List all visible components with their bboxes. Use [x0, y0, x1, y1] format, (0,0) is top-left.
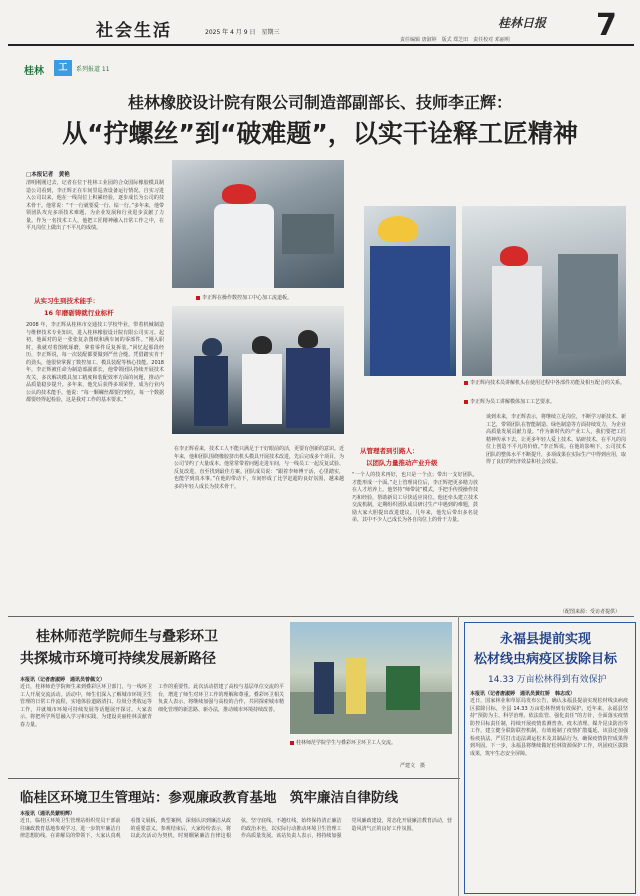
story2-byline: 本报讯（记者唐淑婷 通讯员曾佩文）: [20, 677, 106, 683]
series-badge: 工: [54, 60, 72, 76]
story3-title-line2: 松材线虫病疫区拔除目标: [474, 652, 618, 667]
subhead-2: 从管理者到引路人：: [360, 447, 419, 455]
feature-body-1: 2008 年，李正辉从桂林市交通技工学校毕业，带着机械制造与维修技术专业知识，进入桂林橡胶设计院有限公司实习。起初，他面对的是一张张复杂图纸和满车间的零部件。“刚入职时，我就对着图纸琢磨，拿着零件反复拆装。”回忆起那段经历，李正辉说，每一次装配都要做到严丝合缝。凭借踏实肯干的劲头，他很快掌握了数控加工、模具装配等核心技能。2018 年，李正辉被任命为制造部副部长，他带领团队持续开展技术攻关，多次解决模具加工精度和装配效率方面的问题，推动产品质量稳步提升。多年来，他先后获得多项荣誉，成为行业内公认的技术能手。他说：“每一颗螺丝都要拧到位，每一个数据都要经得起检验，这是我对工作的基本要求。”: [26, 322, 164, 403]
story2-caption: 桂林师范学院学生与叠彩环卫环卫工人交流。: [290, 740, 452, 747]
series-name: 系列报道 11: [76, 66, 110, 73]
caption-3: 李正辉向技术员讲解机头在使用过程中各部件功能及相互配合的关系。: [464, 380, 630, 387]
issue-date: 2025 年 4 月 9 日 星期三: [205, 29, 280, 36]
feature-subtitle: 桂林橡胶设计院有限公司制造部副部长、技师李正辉：: [127, 93, 512, 112]
feature-title: 从“拧螺丝”到“破难题”，以实干诠释工匠精神: [62, 119, 578, 148]
story4-title: 临桂区环境卫生管理站：参观廉政教育基地 筑牢廉洁自律防线: [20, 790, 398, 806]
header-divider: [8, 44, 634, 46]
story3-title-line1: 永福县提前实现: [500, 632, 592, 647]
section-divider: [8, 616, 634, 617]
photo-students: [290, 622, 452, 734]
caption-4: 李正辉为员工讲解模体加工工艺要求。: [464, 398, 555, 405]
photo-machining: [172, 160, 344, 288]
editor-credits: 责任编辑 唐淑婷 版式 郑芝田 责任校对 邓丽明: [400, 37, 510, 43]
newspaper-name: 桂林日报: [498, 16, 547, 30]
photo-mold: [462, 206, 626, 376]
photo-credit: （配图来源：受访者提供）: [560, 609, 621, 615]
story3-subtitle: 14.33 万亩松林得到有效保护: [488, 675, 607, 685]
section-divider: [8, 778, 460, 779]
subhead-2b: 以团队力量推动产业升级: [366, 459, 438, 467]
story3-byline: 本报讯（记者唐淑婷 通讯员黄红娇 韩志成）: [470, 691, 576, 697]
feature-byline: □本报记者 黄艳: [26, 172, 70, 178]
story2-body-2: 工作的重要性。此次活动搭建了高校与基层单位交流的平台，增进了师生对环卫工作的理解和尊重。叠彩环卫相关负责人表示，将继续加强与高校的合作，共同探索城市精细化管理的新思路、新办法，推动城市环境持续改善。: [158, 684, 284, 713]
series-city: 桂林: [24, 66, 44, 77]
subhead-1: 从实习生到技术能手：: [34, 297, 99, 305]
feature-body-3: “一个人的技术再好，也只是一个点；带出一支好团队，才能形成一个面。”走上管理岗位后，李正辉把更多精力放在人才培养上。他坚持“师带徒”模式，手把手传授操作技巧和经验，帮助新员工尽快适应岗位。他还牵头建立技术交流机制，定期组织团队成员研讨生产中遇到的难题，鼓励大家大胆提出改进建议。几年来，他先后带出多名徒弟，其中不少人已成长为各自岗位上的骨干力量。: [352, 472, 478, 523]
story2-credit: 严建文 摄: [400, 763, 426, 769]
feature-intro: 清明刚刚过去，记者在位于桂林工业园的合众国际橡胶模具制造公司看到，李正辉正在车间里巡查设备运行情况。自实习进入公司以来，他在一线岗位上积累经验，逐步成长为公司的技术骨干。他常说：“干一行就要爱一行、钻一行。”多年来，他带领团队攻克多项技术难题，为企业发展和行业进步贡献了力量。作为一名技术工人，他把工匠精神融入日常工作之中，在平凡岗位上做出了不平凡的成绩。: [26, 180, 164, 231]
story4-byline: 本报讯（通讯员蒙明辉）: [20, 811, 76, 817]
story2-body: 近日，桂林师范学院师生来到叠彩区环卫部门，与一线环卫工人开展交流活动。活动中，师生们深入了解城市环境卫生管理的日常工作流程，实地体验道路清扫、垃圾分类收运等工作，并就城市环境可持续发展等话题展开探讨。大家表示，将把所学所思融入学习和实践，为建设美丽桂林贡献青春力量。: [20, 684, 152, 728]
story2-title-line2: 共探城市环境可持续发展新路径: [20, 651, 216, 667]
column-divider: [458, 616, 459, 896]
section-title: 社会生活: [96, 21, 172, 41]
story2-title-line1: 桂林师范学院师生与叠彩环卫: [36, 629, 218, 645]
feature-body-2: 在李正辉看来，技术工人不能只满足于干好眼前的活，更要有创新的意识。近年来，他和团队围绕橡胶挤出机头模具开展技术改进，先后完成多个项目，为公司节约了大量成本。他常常带着问题走进车间，与一线员工一起反复试验、反复改进，直至找到最佳方案。团队成员说：“跟着李师傅干活，心里踏实，也能学到真本事。”在他的带动下，车间形成了比学赶超的良好氛围，越来越多的年轻人成长为技术骨干。: [174, 446, 345, 490]
caption-1: 李正辉在操作数控加工中心加工流道板。: [196, 294, 292, 301]
page-number: 7: [596, 8, 617, 43]
story3-body: 近日，国家林业和草原局发布公告，确认永福县提前实现松材线虫病疫区拔除目标，全县 14.33 万亩松林得到有效保护。近年来，永福县坚持“预防为主、科学治理、依法监管、强化责任”的方针，全面落实疫情防控目标责任制，持续开展疫情监测普查、疫木清理、媒介昆虫防治等工作，建立健全联防联控机制，有效遏制了疫情扩散蔓延。该县还加强检疫执法，严厉打击违法调运松木及其制品行为，确保疫情防控成果得到巩固。下一步，永福县将继续做好松林资源保护工作，巩固疫区拔除成果，筑牢生态安全屏障。: [470, 698, 628, 757]
subhead-1b: 16 年磨砺铸就行业标杆: [44, 309, 114, 317]
photo-team: [172, 306, 344, 434]
feature-body-4: 谈到未来，李正辉表示，将继续立足岗位，不断学习新技术、新工艺，带领团队在智能制造、绿色制造等方面持续发力，为企业高质量发展贡献力量。“作为新时代的产业工人，我们要把工匠精神传承下去，让更多年轻人爱上技术、钻研技术，在平凡的岗位上创造不平凡的价值。”李正辉说。在他的影响下，公司技术团队的整体水平不断提升，多项成果在实际生产中得到应用，取得了良好的经济效益和社会效益。: [486, 414, 627, 465]
photo-explaining: [364, 206, 456, 376]
story4-body: 近日，临桂区环境卫生管理站组织党员干部前往廉政教育基地参观学习，进一步筑牢廉洁自律思想防线。在讲解员的带领下，大家认真观看图文展板、典型案例，深刻认识到廉洁从政的重要意义。参观结束后，大家纷纷表示，将以此次活动为契机，时刻绷紧廉洁自律这根弦，坚守底线、不越红线，始终保持清正廉洁的政治本色，以实际行动推动环境卫生管理工作高质量发展。该站负责人表示，将持续加强党风廉政建设，常态化开展廉洁教育活动，营造风清气正的良好工作氛围。: [20, 818, 452, 839]
